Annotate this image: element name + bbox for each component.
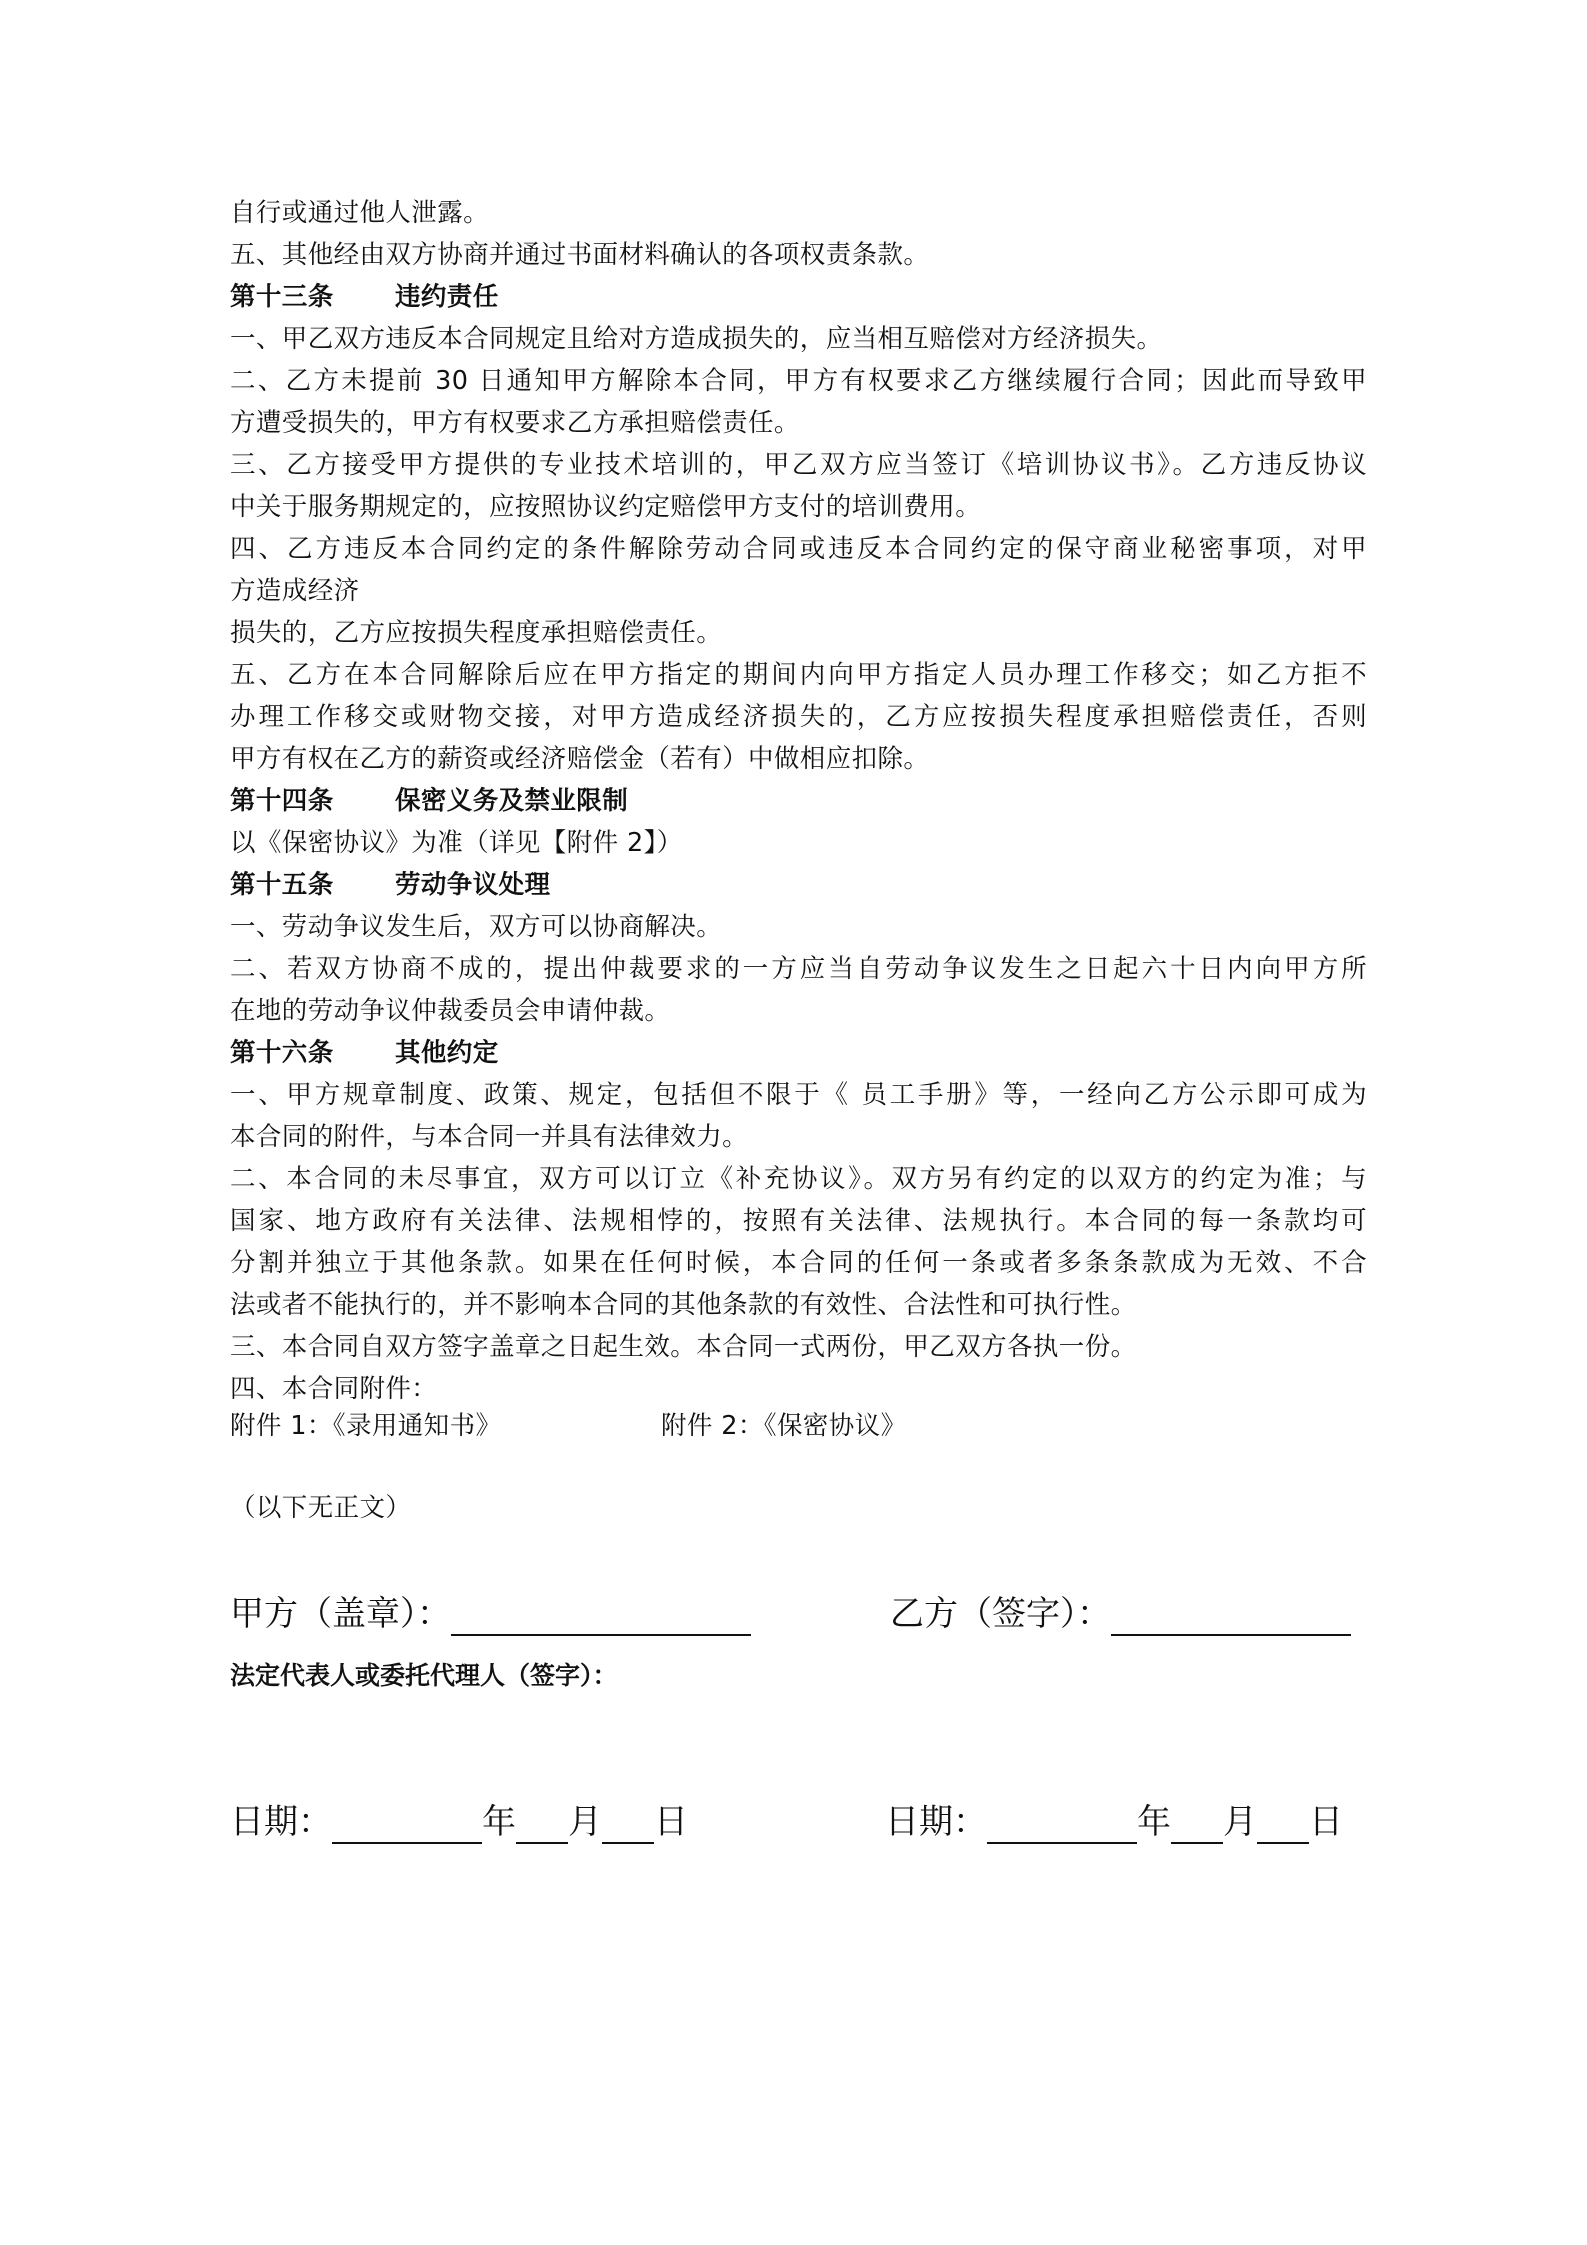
article-number: 第十四条 <box>230 786 334 816</box>
paragraph-line: 方遭受损失的，甲方有权要求乙方承担赔偿责任。 <box>230 408 800 438</box>
month-blank-a[interactable] <box>516 1806 568 1844</box>
day-label-a: 日 <box>654 1802 688 1842</box>
party-b-label: 乙方（签字）： <box>890 1594 1111 1634</box>
paragraph-line: 二、乙方未提前 30 日通知甲方解除本合同，甲方有权要求乙方继续履行合同；因此而导致甲 <box>230 366 1367 396</box>
party-a-signature <box>230 1592 751 1636</box>
article-title: 保密义务及禁业限制 <box>395 786 629 816</box>
paragraph-line: 二、若双方协商不成的，提出仲裁要求的一方应当自劳动争议发生之日起六十日内向甲方所 <box>230 954 1367 984</box>
date-label-b: 日期： <box>885 1802 987 1842</box>
paragraph-line: 一、甲方规章制度、政策、规定，包括但不限于《 员工手册》等，一经向乙方公示即可成为 <box>230 1080 1367 1110</box>
paragraph-line: 五、其他经由双方协商并通过书面材料确认的各项权责条款。 <box>230 240 930 270</box>
paragraph-line: 二、本合同的未尽事宜，双方可以订立《补充协议》。双方另有约定的以双方的约定为准；与 <box>230 1164 1367 1194</box>
paragraph-line: 四、本合同附件： <box>230 1374 438 1404</box>
paragraph-line: 三、乙方接受甲方提供的专业技术培训的，甲乙双方应当签订《培训协议书》。乙方违反协议 <box>230 450 1367 480</box>
article-title: 劳动争议处理 <box>395 870 551 900</box>
party-b-signature <box>890 1592 1351 1636</box>
year-blank-a[interactable] <box>332 1806 482 1844</box>
year-label-a: 年 <box>482 1802 516 1842</box>
day-blank-b[interactable] <box>1257 1806 1309 1844</box>
paragraph-line: 一、劳动争议发生后，双方可以协商解决。 <box>230 912 723 942</box>
paragraph-line: 法或者不能执行的，并不影响本合同的其他条款的有效性、合法性和可执行性。 <box>230 1290 1137 1320</box>
paragraph-line: 甲方有权在乙方的薪资或经济赔偿金（若有）中做相应扣除。 <box>230 744 930 774</box>
end-note: （以下无正文） <box>230 1493 412 1523</box>
attachment-line <box>230 1408 907 1444</box>
day-blank-a[interactable] <box>602 1806 654 1844</box>
article-title: 违约责任 <box>395 282 499 312</box>
article-heading <box>230 867 550 903</box>
paragraph-line: 自行或通过他人泄露。 <box>230 198 490 228</box>
year-blank-b[interactable] <box>987 1806 1137 1844</box>
paragraph-line: 方造成经济 <box>230 576 360 606</box>
party-b-date <box>885 1800 1343 1844</box>
attachment-1: 附件 1：《录用通知书》 <box>230 1411 502 1441</box>
paragraph-line: 五、乙方在本合同解除后应在甲方指定的期间内向甲方指定人员办理工作移交；如乙方拒不 <box>230 660 1367 690</box>
day-label-b: 日 <box>1309 1802 1343 1842</box>
paragraph-line: 以《保密协议》为准（详见【附件 2】） <box>230 828 683 858</box>
month-label-b: 月 <box>1223 1802 1257 1842</box>
paragraph-line: 四、乙方违反本合同约定的条件解除劳动合同或违反本合同约定的保守商业秘密事项，对甲 <box>230 534 1367 564</box>
month-label-a: 月 <box>568 1802 602 1842</box>
article-number: 第十五条 <box>230 870 334 900</box>
paragraph-line: 分割并独立于其他条款。如果在任何时候，本合同的任何一条或者多条条款成为无效、不合 <box>230 1248 1367 1278</box>
party-a-date <box>230 1800 688 1844</box>
article-heading <box>230 783 628 819</box>
representative-label: 法定代表人或委托代理人（签字）： <box>230 1661 618 1690</box>
article-title: 其他约定 <box>395 1038 499 1068</box>
paragraph-line: 本合同的附件，与本合同一并具有法律效力。 <box>230 1122 749 1152</box>
date-label-a: 日期： <box>230 1802 332 1842</box>
month-blank-b[interactable] <box>1171 1806 1223 1844</box>
paragraph-line: 三、本合同自双方签字盖章之日起生效。本合同一式两份，甲乙双方各执一份。 <box>230 1332 1137 1362</box>
article-number: 第十三条 <box>230 282 334 312</box>
paragraph-line: 一、甲乙双方违反本合同规定且给对方造成损失的，应当相互赔偿对方经济损失。 <box>230 324 1163 354</box>
article-number: 第十六条 <box>230 1038 334 1068</box>
party-a-seal-blank[interactable] <box>451 1598 751 1636</box>
paragraph-line: 损失的，乙方应按损失程度承担赔偿责任。 <box>230 618 723 648</box>
paragraph-line: 办理工作移交或财物交接，对甲方造成经济损失的，乙方应按损失程度承担赔偿责任，否则 <box>230 702 1367 732</box>
paragraph-line: 中关于服务期规定的，应按照协议约定赔偿甲方支付的培训费用。 <box>230 492 982 522</box>
article-heading <box>230 1035 499 1071</box>
paragraph-line: 在地的劳动争议仲裁委员会申请仲裁。 <box>230 996 671 1026</box>
party-a-label: 甲方（盖章）： <box>230 1594 451 1634</box>
article-heading <box>230 279 499 315</box>
party-b-sign-blank[interactable] <box>1111 1598 1351 1636</box>
attachment-2: 附件 2：《保密协议》 <box>661 1411 907 1441</box>
year-label-b: 年 <box>1137 1802 1171 1842</box>
paragraph-line: 国家、地方政府有关法律、法规相悖的，按照有关法律、法规执行。本合同的每一条款均可 <box>230 1206 1367 1236</box>
